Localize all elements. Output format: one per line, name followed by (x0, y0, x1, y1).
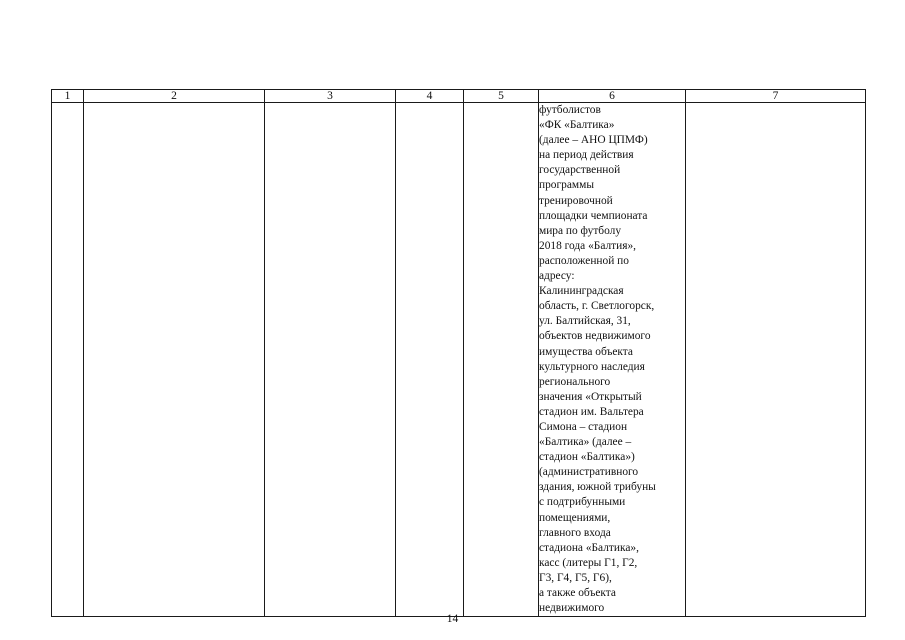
cell-col-1 (52, 103, 84, 617)
description-line: ул. Балтийская, 31, (539, 315, 631, 328)
description-line: футболистов (539, 104, 601, 116)
description-line: программы (539, 179, 594, 192)
column-header-2: 2 (84, 90, 265, 103)
description-line: здания, южной трибуны (539, 481, 656, 494)
description-line: на период действия (539, 149, 634, 162)
description-line: государственной (539, 164, 621, 177)
cell-col-3 (265, 103, 396, 617)
description-line: имущества объекта (539, 345, 633, 358)
column-header-4: 4 (396, 90, 464, 103)
cell-col-2 (84, 103, 265, 617)
description-line: недвижимого (539, 602, 605, 615)
description-line: мира по футболу (539, 224, 622, 237)
description-line: а также объекта (539, 587, 616, 599)
description-line: Г3, Г4, Г5, Г6), (539, 571, 612, 584)
description-line: Симона – стадион (539, 420, 628, 433)
description-line: «Балтика» (далее – (539, 436, 632, 449)
column-header-5: 5 (464, 90, 539, 103)
description-line: Калининградская (539, 285, 624, 298)
cell-col-4 (396, 103, 464, 617)
description-line: (далее – АНО ЦПМФ) (539, 134, 648, 147)
description-line: расположенной по (539, 254, 629, 267)
description-line: касс (литеры Г1, Г2, (539, 556, 638, 569)
column-header-1: 1 (52, 90, 84, 103)
description-line: стадион им. Вальтера (539, 405, 644, 418)
cell-col-5 (464, 103, 539, 617)
description-line: площадки чемпионата (539, 209, 648, 222)
cell-col-7 (686, 103, 866, 617)
description-line: регионального (539, 375, 611, 388)
description-line: «ФК «Балтика» (539, 119, 615, 132)
description-line: адресу: (539, 270, 575, 283)
description-line: помещениями, (539, 511, 611, 524)
column-header-3: 3 (265, 90, 396, 103)
description-line: культурного наследия (539, 360, 645, 373)
description-line: объектов недвижимого (539, 330, 651, 343)
document-table (51, 89, 866, 617)
header-row (52, 90, 866, 103)
description-line: с подтрибунными (539, 496, 626, 509)
cell-col-6-description (539, 103, 686, 617)
description-line: область, г. Светлогорск, (539, 300, 655, 313)
column-header-7: 7 (686, 90, 866, 103)
table-row (52, 103, 866, 617)
description-line: тренировочной (539, 194, 613, 207)
description-line: главного входа (539, 526, 611, 539)
column-header-6: 6 (539, 90, 686, 103)
description-line: (административного (539, 466, 639, 479)
description-line: 2018 года «Балтия», (539, 239, 637, 252)
page-number: 14 (446, 613, 459, 625)
description-line: значения «Открытый (539, 390, 642, 403)
description-line: стадиона «Балтика», (539, 541, 639, 554)
description-line: стадион «Балтика») (539, 451, 635, 464)
